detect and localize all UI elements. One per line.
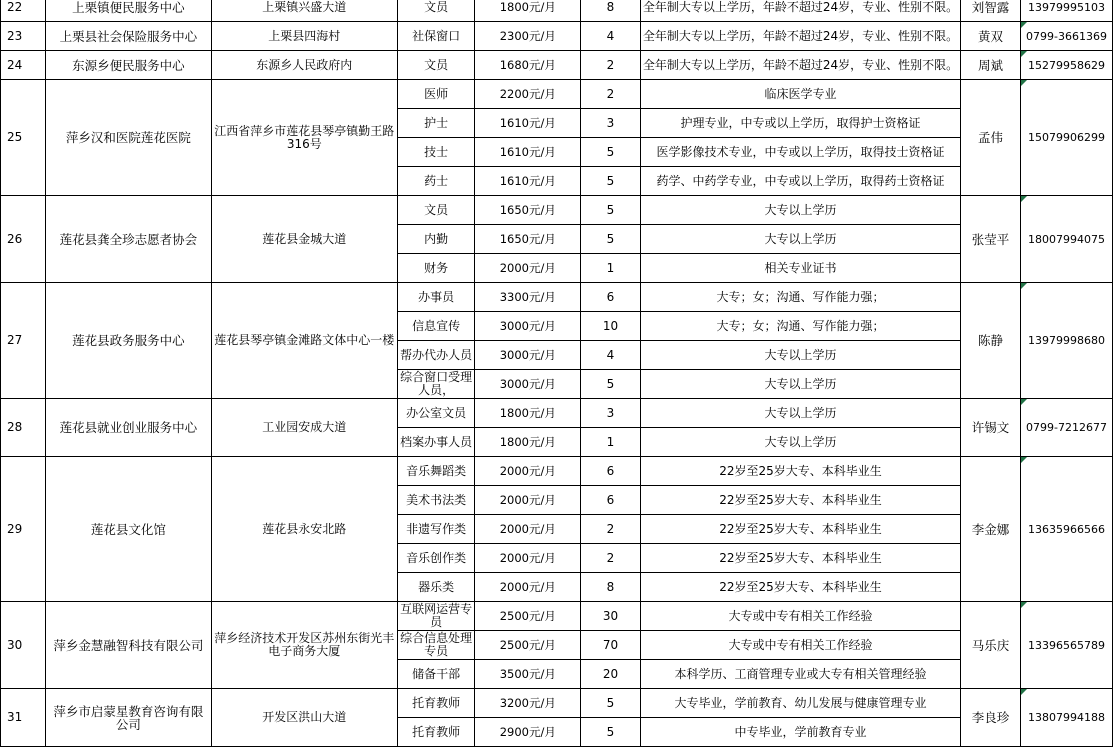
row-number-cell[interactable]: 25	[1, 80, 46, 196]
requirement-cell[interactable]: 临床医学专业	[640, 80, 960, 109]
requirement-cell[interactable]: 22岁至25岁大专、本科毕业生	[640, 486, 960, 515]
phone-cell[interactable]: 13979995103	[1020, 0, 1112, 22]
contact-person-cell[interactable]: 李金娜	[961, 457, 1021, 602]
table-row	[1, 457, 1113, 486]
salary-cell[interactable]: 3000元/月	[475, 370, 581, 399]
table-row	[1, 80, 1113, 109]
headcount-cell[interactable]: 6	[581, 283, 641, 312]
salary-cell[interactable]: 3200元/月	[475, 689, 581, 718]
job-title-cell[interactable]: 社保窗口	[397, 22, 475, 51]
salary-cell[interactable]: 2500元/月	[475, 602, 581, 631]
salary-cell[interactable]: 2300元/月	[475, 22, 581, 51]
row-number-cell[interactable]: 28	[1, 399, 46, 457]
requirement-cell[interactable]: 大专以上学历	[640, 341, 960, 370]
job-title-cell[interactable]: 器乐类	[397, 573, 475, 602]
headcount-cell[interactable]: 2	[581, 515, 641, 544]
job-title-cell[interactable]: 财务	[397, 254, 475, 283]
requirement-cell[interactable]: 药学、中药学专业，中专或以上学历，取得药士资格证	[640, 167, 960, 196]
contact-person-cell[interactable]: 张莹平	[961, 196, 1021, 283]
row-number-cell[interactable]: 31	[1, 689, 46, 747]
table-row	[1, 602, 1113, 631]
address-cell[interactable]: 江西省萍乡市莲花县琴亭镇勤王路316号	[211, 80, 397, 196]
row-number-cell[interactable]: 22	[1, 0, 46, 22]
phone-cell[interactable]: 0799-3661369	[1020, 22, 1112, 51]
contact-person-cell[interactable]: 黄双	[961, 22, 1021, 51]
requirement-cell[interactable]: 医学影像技术专业，中专或以上学历，取得技士资格证	[640, 138, 960, 167]
salary-cell[interactable]: 2500元/月	[475, 631, 581, 660]
unit-name-cell[interactable]: 莲花县龚全珍志愿者协会	[45, 196, 211, 283]
job-title-cell[interactable]: 托育教师	[397, 689, 475, 718]
table-row	[1, 0, 1113, 22]
unit-name-cell[interactable]: 萍乡市启蒙星教育咨询有限公司	[45, 689, 211, 747]
salary-cell[interactable]: 2000元/月	[475, 573, 581, 602]
contact-person-cell[interactable]: 许锡文	[961, 399, 1021, 457]
salary-cell[interactable]: 3000元/月	[475, 341, 581, 370]
job-title-cell[interactable]: 档案办事人员	[397, 428, 475, 457]
unit-name-cell[interactable]: 莲花县文化馆	[45, 457, 211, 602]
salary-cell[interactable]: 1610元/月	[475, 167, 581, 196]
salary-cell[interactable]: 1680元/月	[475, 51, 581, 80]
unit-name-cell[interactable]: 东源乡便民服务中心	[45, 51, 211, 80]
unit-name-cell[interactable]: 上栗县社会保险服务中心	[45, 22, 211, 51]
headcount-cell[interactable]: 10	[581, 312, 641, 341]
job-title-cell[interactable]: 内勤	[397, 225, 475, 254]
salary-cell[interactable]: 2000元/月	[475, 457, 581, 486]
job-title-cell[interactable]: 信息宣传	[397, 312, 475, 341]
table-row	[1, 399, 1113, 428]
requirement-cell[interactable]: 大专毕业，学前教育、幼儿发展与健康管理专业	[640, 689, 960, 718]
table-row	[1, 51, 1113, 80]
job-title-cell[interactable]: 文员	[397, 196, 475, 225]
salary-cell[interactable]: 1610元/月	[475, 138, 581, 167]
headcount-cell[interactable]: 5	[581, 167, 641, 196]
job-title-cell[interactable]: 帮办代办人员	[397, 341, 475, 370]
phone-cell[interactable]: 15279958629	[1020, 51, 1112, 80]
unit-name-cell[interactable]: 莲花县就业创业服务中心	[45, 399, 211, 457]
job-title-cell[interactable]: 医师	[397, 80, 475, 109]
job-title-cell[interactable]: 综合信息处理专员	[397, 631, 475, 660]
job-title-cell[interactable]: 托育教师	[397, 718, 475, 747]
table-row	[1, 689, 1113, 718]
contact-person-cell[interactable]: 刘智露	[961, 0, 1021, 22]
job-title-cell[interactable]: 办公室文员	[397, 399, 475, 428]
job-title-cell[interactable]: 文员	[397, 51, 475, 80]
unit-name-cell[interactable]: 上栗镇便民服务中心	[45, 0, 211, 22]
requirement-cell[interactable]: 22岁至25岁大专、本科毕业生	[640, 544, 960, 573]
row-number-cell[interactable]: 26	[1, 196, 46, 283]
job-title-cell[interactable]: 美术书法类	[397, 486, 475, 515]
salary-cell[interactable]: 3500元/月	[475, 660, 581, 689]
address-cell[interactable]: 莲花县永安北路	[211, 457, 397, 602]
row-number-cell[interactable]: 29	[1, 457, 46, 602]
headcount-cell[interactable]: 20	[581, 660, 641, 689]
salary-cell[interactable]: 3300元/月	[475, 283, 581, 312]
phone-cell[interactable]: 13396565789	[1020, 602, 1112, 689]
row-number-cell[interactable]: 30	[1, 602, 46, 689]
job-title-cell[interactable]: 药士	[397, 167, 475, 196]
requirement-cell[interactable]: 22岁至25岁大专、本科毕业生	[640, 573, 960, 602]
salary-cell[interactable]: 1800元/月	[475, 428, 581, 457]
phone-cell[interactable]: 18007994075	[1020, 196, 1112, 283]
unit-name-cell[interactable]: 萍乡金慧融智科技有限公司	[45, 602, 211, 689]
job-title-cell[interactable]: 音乐创作类	[397, 544, 475, 573]
unit-name-cell[interactable]: 萍乡汉和医院莲花医院	[45, 80, 211, 196]
phone-cell[interactable]: 15079906299	[1020, 80, 1112, 196]
headcount-cell[interactable]: 5	[581, 689, 641, 718]
requirement-cell[interactable]: 22岁至25岁大专、本科毕业生	[640, 515, 960, 544]
table-row	[1, 283, 1113, 312]
row-number-cell[interactable]: 24	[1, 51, 46, 80]
job-title-cell[interactable]: 文员	[397, 0, 475, 22]
headcount-cell[interactable]: 2	[581, 80, 641, 109]
table-row	[1, 22, 1113, 51]
requirement-cell[interactable]: 大专以上学历	[640, 428, 960, 457]
requirement-cell[interactable]: 大专；女；沟通、写作能力强；	[640, 312, 960, 341]
row-number-cell[interactable]: 23	[1, 22, 46, 51]
job-title-cell[interactable]: 护士	[397, 109, 475, 138]
salary-cell[interactable]: 3000元/月	[475, 312, 581, 341]
salary-cell[interactable]: 1650元/月	[475, 225, 581, 254]
headcount-cell[interactable]: 8	[581, 573, 641, 602]
contact-person-cell[interactable]: 周斌	[961, 51, 1021, 80]
headcount-cell[interactable]: 2	[581, 544, 641, 573]
job-title-cell[interactable]: 互联网运营专员	[397, 602, 475, 631]
salary-cell[interactable]: 2000元/月	[475, 544, 581, 573]
requirement-cell[interactable]: 护理专业，中专或以上学历，取得护士资格证	[640, 109, 960, 138]
job-title-cell[interactable]: 综合窗口受理人员，	[397, 370, 475, 399]
address-cell[interactable]: 莲花县金城大道	[211, 196, 397, 283]
contact-person-cell[interactable]: 孟伟	[961, 80, 1021, 196]
headcount-cell[interactable]: 2	[581, 51, 641, 80]
requirement-cell[interactable]: 中专毕业，学前教育专业	[640, 718, 960, 747]
job-title-cell[interactable]: 音乐舞蹈类	[397, 457, 475, 486]
headcount-cell[interactable]: 70	[581, 631, 641, 660]
salary-cell[interactable]: 2000元/月	[475, 486, 581, 515]
headcount-cell[interactable]: 6	[581, 457, 641, 486]
headcount-cell[interactable]: 6	[581, 486, 641, 515]
requirement-cell[interactable]: 大专以上学历	[640, 370, 960, 399]
requirement-cell[interactable]: 大专以上学历	[640, 399, 960, 428]
row-number-cell[interactable]: 27	[1, 283, 46, 399]
headcount-cell[interactable]: 30	[581, 602, 641, 631]
address-cell[interactable]: 萍乡经济技术开发区苏州东街光丰电子商务大厦	[211, 602, 397, 689]
address-cell[interactable]: 上栗县四海村	[211, 22, 397, 51]
salary-cell[interactable]: 1650元/月	[475, 196, 581, 225]
phone-cell[interactable]: 13635966566	[1020, 457, 1112, 602]
address-cell[interactable]: 东源乡人民政府内	[211, 51, 397, 80]
salary-cell[interactable]: 1800元/月	[475, 0, 581, 22]
requirement-cell[interactable]: 相关专业证书	[640, 254, 960, 283]
requirement-cell[interactable]: 大专或中专有相关工作经验	[640, 631, 960, 660]
headcount-cell[interactable]: 5	[581, 370, 641, 399]
unit-name-cell[interactable]: 莲花县政务服务中心	[45, 283, 211, 399]
requirement-cell[interactable]: 大专以上学历	[640, 225, 960, 254]
requirement-cell[interactable]: 本科学历、工商管理专业或大专有相关管理经验	[640, 660, 960, 689]
requirement-cell[interactable]: 全年制大专以上学历，年龄不超过24岁，专业、性别不限。	[640, 51, 960, 80]
salary-cell[interactable]: 2900元/月	[475, 718, 581, 747]
headcount-cell[interactable]: 5	[581, 225, 641, 254]
contact-person-cell[interactable]: 陈静	[961, 283, 1021, 399]
job-title-cell[interactable]: 储备干部	[397, 660, 475, 689]
salary-cell[interactable]: 2000元/月	[475, 515, 581, 544]
requirement-cell[interactable]: 全年制大专以上学历，年龄不超过24岁，专业、性别不限。	[640, 0, 960, 22]
salary-cell[interactable]: 2200元/月	[475, 80, 581, 109]
requirement-cell[interactable]: 22岁至25岁大专、本科毕业生	[640, 457, 960, 486]
headcount-cell[interactable]: 3	[581, 109, 641, 138]
headcount-cell[interactable]: 5	[581, 718, 641, 747]
requirement-cell[interactable]: 大专以上学历	[640, 196, 960, 225]
job-title-cell[interactable]: 技士	[397, 138, 475, 167]
contact-person-cell[interactable]: 李良珍	[961, 689, 1021, 747]
phone-cell[interactable]: 0799-7212677	[1020, 399, 1112, 457]
address-cell[interactable]: 开发区洪山大道	[211, 689, 397, 747]
requirement-cell[interactable]: 全年制大专以上学历，年龄不超过24岁，专业、性别不限。	[640, 22, 960, 51]
phone-cell[interactable]: 13979998680	[1020, 283, 1112, 399]
headcount-cell[interactable]: 5	[581, 138, 641, 167]
requirement-cell[interactable]: 大专或中专有相关工作经验	[640, 602, 960, 631]
headcount-cell[interactable]: 3	[581, 399, 641, 428]
salary-cell[interactable]: 1610元/月	[475, 109, 581, 138]
job-title-cell[interactable]: 办事员	[397, 283, 475, 312]
address-cell[interactable]: 莲花县琴亭镇金滩路文体中心一楼	[211, 283, 397, 399]
phone-cell[interactable]: 13807994188	[1020, 689, 1112, 747]
address-cell[interactable]: 上栗镇兴盛大道	[211, 0, 397, 22]
headcount-cell[interactable]: 1	[581, 254, 641, 283]
requirement-cell[interactable]: 大专；女；沟通、写作能力强；	[640, 283, 960, 312]
headcount-cell[interactable]: 4	[581, 341, 641, 370]
headcount-cell[interactable]: 4	[581, 22, 641, 51]
address-cell[interactable]: 工业园安成大道	[211, 399, 397, 457]
headcount-cell[interactable]: 8	[581, 0, 641, 22]
job-title-cell[interactable]: 非遗写作类	[397, 515, 475, 544]
salary-cell[interactable]: 2000元/月	[475, 254, 581, 283]
table-row	[1, 196, 1113, 225]
salary-cell[interactable]: 1800元/月	[475, 399, 581, 428]
headcount-cell[interactable]: 5	[581, 196, 641, 225]
headcount-cell[interactable]: 1	[581, 428, 641, 457]
contact-person-cell[interactable]: 马乐庆	[961, 602, 1021, 689]
